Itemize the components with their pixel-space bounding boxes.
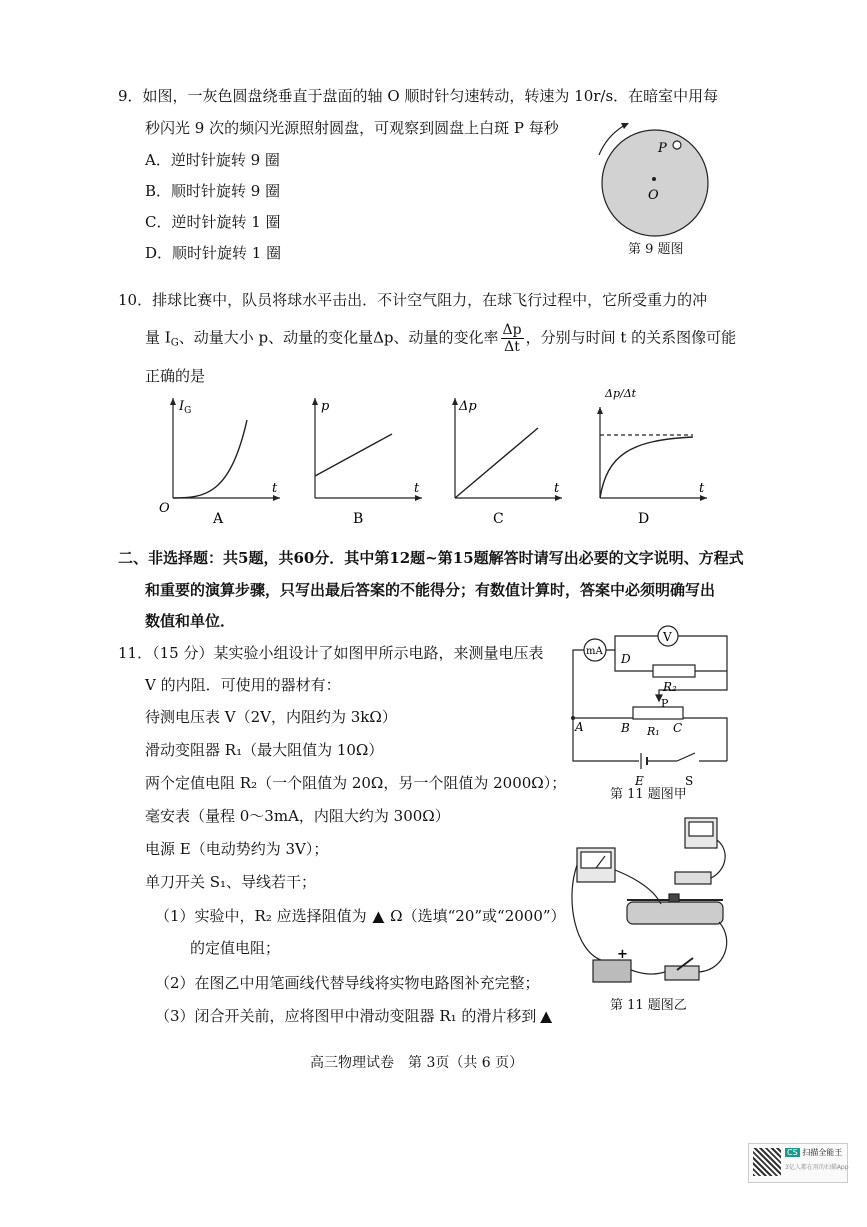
graph-a — [155, 390, 285, 525]
q10-line2-a: 量 I — [145, 328, 171, 347]
circuit-label-p: P — [661, 697, 669, 710]
q11-fig-b-caption: 第 11 题图乙 — [610, 998, 687, 1013]
graph-b-caption: B — [353, 511, 364, 525]
q9-line2: 秒闪光 9 次的频闪光源照射圆盘，可观察到圆盘上白斑 P 每秒 — [145, 119, 559, 137]
watermark-title-text: 扫描全能王 — [802, 1148, 843, 1157]
circuit-label-d: D — [621, 652, 631, 666]
q10-line2-b: 、动量大小 p、动量的变化量Δp、动量的变化率 — [178, 328, 499, 347]
q11-sub1-b: Ω（选填“20”或“2000”） — [390, 907, 566, 925]
graph-d-xlabel: t — [699, 481, 705, 496]
circuit-label-r1: R₁ — [647, 725, 660, 738]
q11-sub1-c: 的定值电阻； — [190, 939, 281, 957]
resistor-icon — [675, 872, 711, 884]
graph-d — [585, 385, 715, 525]
switch-icon — [665, 966, 699, 980]
q10-line2 — [145, 322, 736, 355]
graph-b-line — [315, 434, 392, 476]
q11-line2: V 的内阻．可使用的器材有： — [145, 676, 341, 694]
graph-a-caption: A — [213, 511, 224, 525]
qr-code-icon — [753, 1148, 781, 1176]
q10-line3: 正确的是 — [145, 367, 206, 385]
q10-line2-c: ，分别与时间 t 的关系图像可能 — [525, 328, 737, 347]
graph-b-xlabel: t — [414, 481, 420, 496]
q11-item-voltmeter: 待测电压表 V（2V，内阻约为 3kΩ） — [145, 708, 397, 726]
watermark-subtitle: 3亿人都在用的扫描App — [785, 1164, 849, 1171]
q9-disk-figure — [585, 115, 715, 245]
circuit-diagram-a — [565, 625, 745, 790]
scanner-watermark — [748, 1143, 848, 1183]
watermark-title — [785, 1148, 842, 1158]
circuit-label-b: B — [621, 721, 630, 735]
graph-b-ylabel: p — [321, 399, 330, 414]
q11-sub3-blank: ▲ — [540, 1007, 552, 1025]
graph-c — [440, 390, 570, 525]
q11-item-resistors: 两个定值电阻 R₂（一个阻值为 20Ω，另一个阻值为 2000Ω）； — [145, 774, 567, 792]
section2-line3: 数值和单位． — [145, 612, 236, 630]
page-footer: 高三物理试卷 第 3页（共 6 页） — [310, 1055, 524, 1071]
q10-frac-den: Δt — [504, 339, 520, 355]
graph-a-xlabel: t — [272, 481, 278, 496]
graph-c-line — [455, 428, 538, 498]
q10-line1: 10．排球比赛中，队员将球水平击出．不计空气阻力，在球飞行过程中，它所受重力的冲 — [118, 291, 708, 309]
section2-line2: 和重要的演算步骤，只写出最后答案的不能得分；有数值计算时，答案中必须明确写出 — [145, 581, 716, 599]
graph-a-origin: O — [159, 501, 170, 516]
q11-sub1-a: （1）实验中，R₂ 应选择阻值为 — [155, 907, 367, 925]
graph-d-curve — [600, 437, 693, 498]
q10-frac-num: Δp — [502, 322, 522, 338]
q9-line1: 9．如图，一灰色圆盘绕垂直于盘面的轴 O 顺时针匀速转动，转速为 10r/s．在暗室中用每 — [118, 87, 719, 105]
q10-line2-a-sub: G — [170, 337, 179, 349]
q11-line1: 11．（15 分）某实验小组设计了如图甲所示电路，来测量电压表 — [118, 644, 544, 662]
battery-icon — [593, 960, 631, 982]
q11-sub3-text: （3）闭合开关前，应将图甲中滑动变阻器 R₁ 的滑片移到 — [155, 1007, 537, 1025]
graph-a-curve — [173, 420, 247, 498]
graph-c-caption: C — [493, 511, 504, 525]
circuit-label-r2: R₂ — [663, 680, 677, 694]
q10-fraction — [501, 322, 524, 355]
q11-sub3 — [155, 1006, 556, 1026]
q11-sub1 — [155, 906, 566, 926]
q11-item-source: 电源 E（电动势约为 3V）； — [145, 840, 329, 858]
circuit-label-a: A — [575, 720, 584, 734]
rheostat-icon — [627, 902, 723, 924]
section2-line1: 二、非选择题：共5题，共60分．其中第12题~第15题解答时请写出必要的文字说明、方程式 — [118, 549, 744, 567]
q9-fig-caption: 第 9 题图 — [628, 242, 684, 257]
circuit-label-v: V — [663, 630, 672, 644]
q9-label-o: O — [648, 188, 659, 203]
graph-b — [300, 390, 430, 525]
graph-a-ysub: G — [184, 406, 192, 416]
q9-option-b: B．顺时针旋转 9 圈 — [145, 182, 281, 200]
circuit-label-e: E — [635, 774, 644, 788]
q11-sub1-blank: ▲ — [372, 907, 385, 925]
spot-p-icon — [673, 141, 681, 149]
circuit-diagram-b — [565, 810, 745, 990]
q11-sub2: （2）在图乙中用笔画线代替导线将实物电路图补充完整； — [155, 974, 540, 992]
q9-option-a: A．逆时针旋转 9 圈 — [145, 151, 280, 169]
svg-text:IG — [178, 399, 191, 416]
graph-a-ylabel: I — [179, 399, 185, 414]
graph-c-ylabel: Δp — [459, 399, 477, 414]
q11-fig-a-caption: 第 11 题图甲 — [610, 787, 687, 802]
graph-d-caption: D — [638, 511, 650, 525]
graph-d-ylabel: Δp/Δt — [605, 387, 637, 400]
q11-item-switch: 单刀开关 S₁、导线若干； — [145, 873, 317, 891]
graph-c-xlabel: t — [554, 481, 560, 496]
q9-label-p: P — [658, 141, 667, 156]
q11-item-milliammeter: 毫安表（量程 0～3mA，内阻大约为 300Ω） — [145, 807, 450, 825]
circuit-label-c: C — [673, 721, 683, 735]
circuit-label-s: S — [685, 774, 694, 788]
svg-text:+: + — [617, 947, 628, 962]
watermark-badge: CS — [787, 1148, 798, 1157]
q9-option-d: D．顺时针旋转 1 圈 — [145, 244, 282, 262]
q9-option-c: C．逆时针旋转 1 圈 — [145, 213, 281, 231]
circuit-label-ma: mA — [586, 646, 603, 657]
q11-item-rheostat: 滑动变阻器 R₁（最大阻值为 10Ω） — [145, 741, 384, 759]
